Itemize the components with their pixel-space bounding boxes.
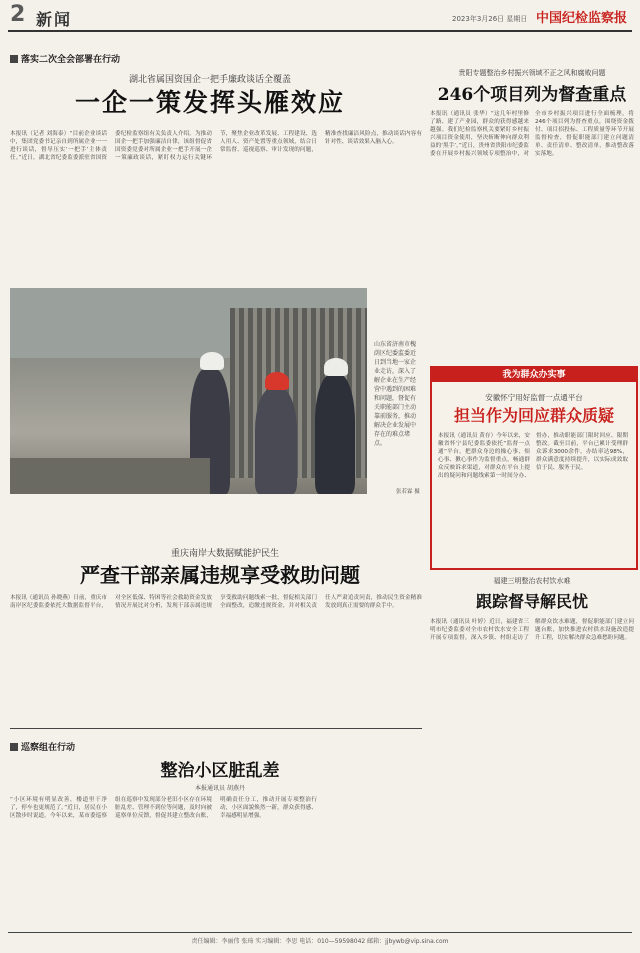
- section-title: 新闻: [36, 10, 73, 29]
- middle-headline: 严查干部亲属违规享受救助问题: [80, 563, 360, 587]
- lead-kicker: [10, 52, 120, 65]
- bottom-right-subhead: 福建三明整治农村饮水难: [493, 577, 571, 585]
- page-number: 2: [10, 2, 26, 27]
- bottom-body: “小区环境有明显改善，楼道里干净了，停车也更规范了。”近日，居民在小区散步时说道。今年以来，某市委巡察组在巡察中发现部分老旧小区存在环境脏乱差、管理不到位等问题，及时向被巡察单位反馈，督促其建立整改台账，明确责任分工，推动开展专项整治行动，小区面貌焕然一新，群众获得感、幸福感明显增强。: [10, 797, 317, 819]
- lead-headline: 一企一策发挥头雁效应: [74, 88, 345, 117]
- feature-box: [430, 366, 638, 570]
- lead-body: 本报讯（记者 刘海泰）“目前企业谈话中，集团党委书记亲自到所属企业一一进行谈话，督导压实‘一把手’主体责任。”近日，湖北省纪委监委派驻省国资委纪检监察组有关负责人介绍。为推动国企一把手加强廉洁自律，该组督促省国资委党委对所属企业一把手开展一企一策廉政谈话，紧盯权力运行关键环节，聚焦企业改革发展、工程建设、选人用人、资产处置等重点领域，结合日常监督、巡视巡察、审计发现的问题，精准查找廉洁风险点，推动谈话内容有针对性、谈话效果入脑入心。: [10, 131, 422, 161]
- feature-box-label: 我为群众办实事: [432, 368, 636, 382]
- top-right-subhead: 贵阳专题整治乡村振兴领域不正之风和腐败问题: [458, 69, 606, 77]
- bottom-kicker-text: 巡察组在行动: [21, 743, 76, 753]
- bottom-right-body: 本报讯（通讯员 叶婷）近日，福建省三明市纪委监委对全市农村饮水安全工程开展专项监督，深入乡镇、村组走访了解群众饮水难题，督促职能部门建立问题台账，加快推进农村供水设施改造提升工程，切实解决群众急难愁盼问题。: [430, 619, 634, 641]
- masthead: [0, 0, 640, 30]
- top-right-headline: 246个项目列为督查重点: [437, 85, 627, 105]
- footer-credits: 责任编辑：李丽伟 张琦 实习编辑：李思 电话：010—59598042 邮箱：jjbywb@vip.sina.com: [191, 938, 449, 945]
- square-icon: [10, 743, 18, 751]
- middle-subhead: 重庆南岸大数据赋能护民生: [170, 549, 279, 559]
- feature-box-body: 本报讯（通讯员 黄存）今年以来，安徽省怀宁县纪委监委依托“监督一点通”平台，把群众身边的操心事、烦心事、揪心事作为监督重点，畅通群众反映诉求渠道，对群众在平台上提出的疑问和问题线索第一时间分办、督办，推动职能部门限时回应、限期整改。截至目前，平台已累计受理群众诉求3000余件，办结率达98%，群众满意度持续提升，以实际成效取信于民、服务于民。: [438, 433, 628, 479]
- lead-photo: [10, 288, 367, 494]
- bottom-kicker: [10, 740, 75, 753]
- bottom-rule: [10, 728, 422, 729]
- feature-box-headline: 担当作为回应群众质疑: [453, 406, 614, 425]
- lead-kicker-text: 落实二次全会部署在行动: [21, 55, 121, 65]
- issue-date: 2023年3月26日 星期日: [452, 15, 528, 23]
- lead-photo-credit: 张若霖 摄: [396, 489, 420, 495]
- feature-box-subhead: 安徽怀宁用好监督一点通平台: [485, 393, 583, 402]
- paper-name: 中国纪检监察报: [536, 11, 628, 26]
- footer-rule: [8, 932, 632, 933]
- bottom-right-headline: 跟踪督导解民忧: [475, 592, 588, 611]
- bottom-headline: 整治小区脏乱差: [160, 761, 280, 781]
- square-icon: [10, 55, 18, 63]
- top-right-body: 本报讯（通讯员 张华）“这几年村里修了路、建了产业园，群众的获得感越来越强。我们纪检监察机关要紧盯乡村振兴项目资金使用，坚决斩断伸向群众利益的‘黑手’。”近日，贵州省贵阳市纪委监委在开展乡村振兴领域专项整治中，对全市乡村振兴项目进行全面梳理，将246个项目列为督查重点，围绕资金拨付、项目招投标、工程质量等环节开展监督检查，督促职能部门建立问题清单、责任清单、整改清单，推动整改落实落地。: [430, 111, 634, 157]
- lead-photo-caption: 山东省济南市槐荫区纪委监委近日到当地一家企业走访，深入了解企业在生产经营中遇到的困难和问题，督促有关职能部门主动靠前服务，推动解决企业发展中存在的难点堵点。: [374, 341, 417, 447]
- middle-body: 本报讯（通讯员 孙晓燕）日前，重庆市南岸区纪委监委依托大数据监督平台，对全区低保、特困等社会救助资金发放情况开展比对分析，发现干部亲属违规享受救助问题线索一批，督促相关部门全面整改，追缴违规资金，并对相关责任人严肃追责问责，推动民生资金精准发放到真正需要的群众手中。: [10, 595, 422, 609]
- lead-subhead: 湖北省属国资国企一把手廉政谈话全覆盖: [128, 75, 291, 85]
- bottom-byline: 本报通讯员 胡燕丹: [195, 785, 245, 792]
- masthead-rule: [8, 30, 632, 32]
